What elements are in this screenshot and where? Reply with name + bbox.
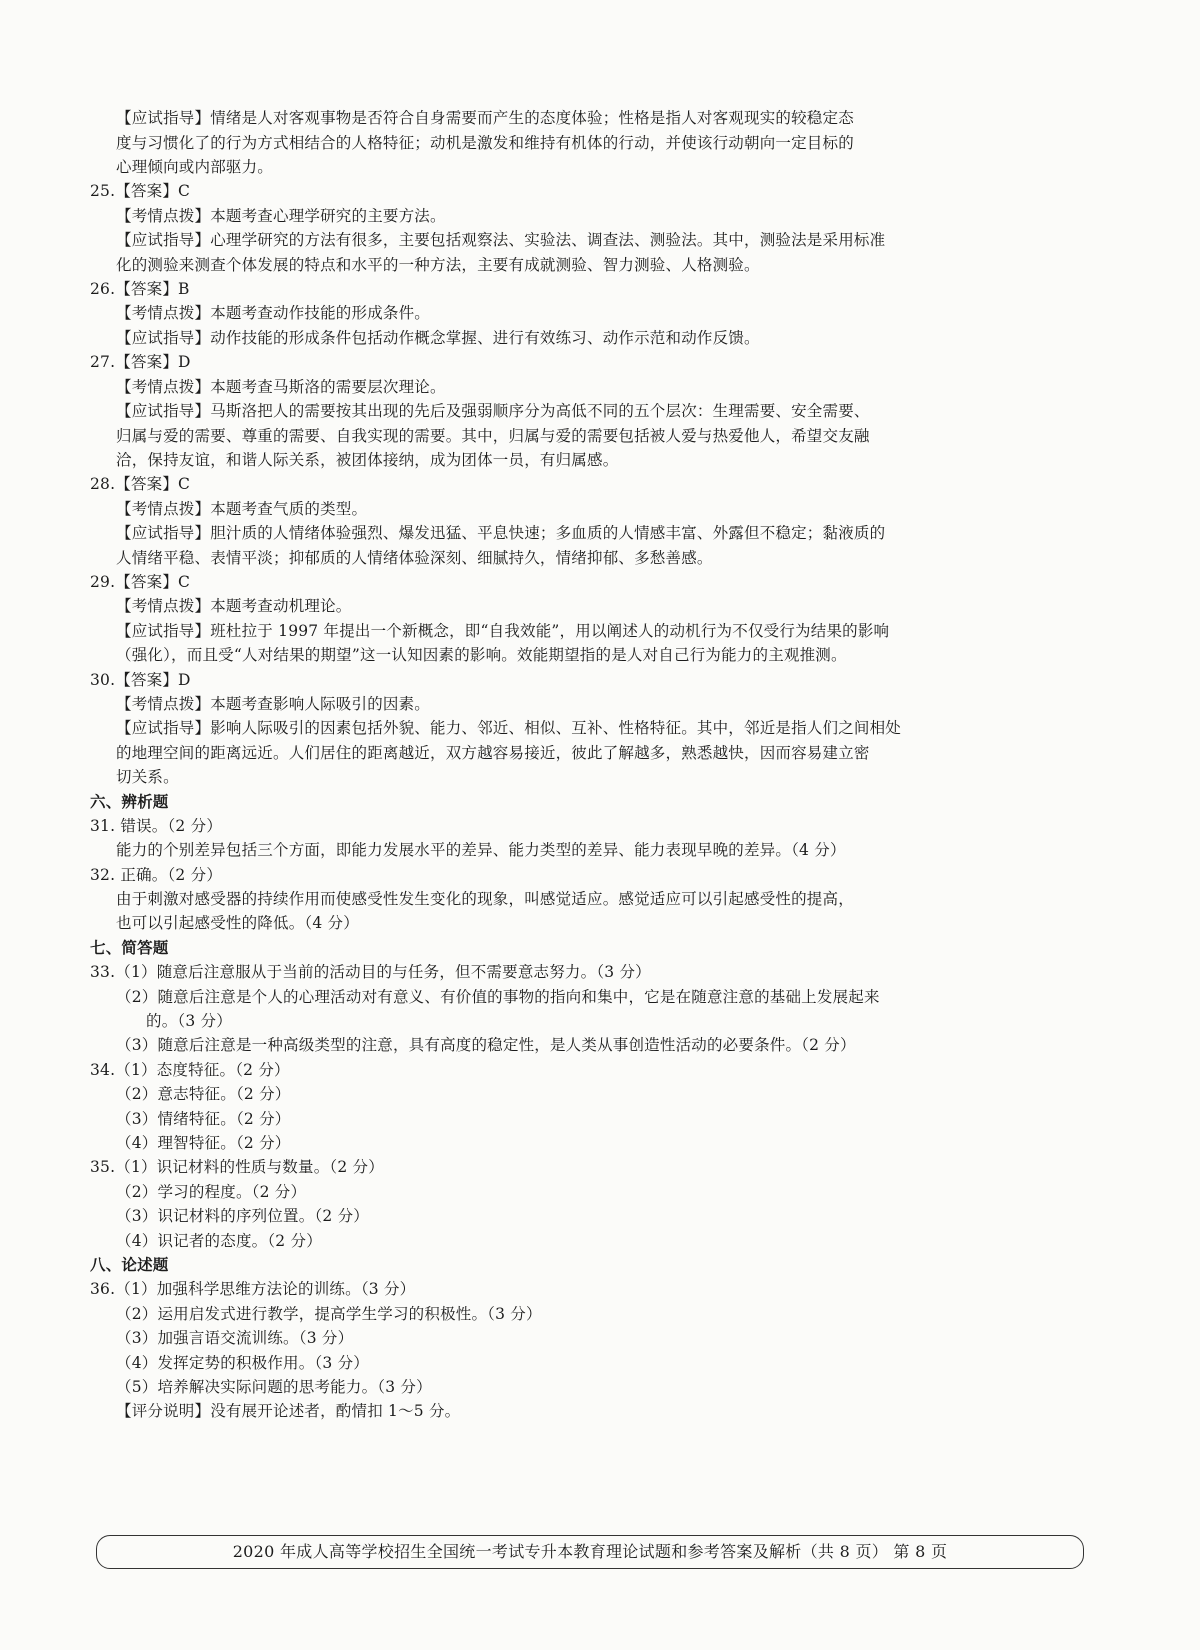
section-heading: 六、辨析题 — [90, 792, 169, 811]
text-line: 【考情点拨】本题考查心理学研究的主要方法。 — [116, 207, 446, 225]
text-line: 28.【答案】C — [90, 475, 191, 493]
text-line: （3）加强言语交流训练。（3 分） — [116, 1329, 354, 1347]
text-line: 【应试指导】情绪是人对客观事物是否符合自身需要而产生的态度体验；性格是指人对客观现实的较稳定态 — [116, 109, 854, 127]
text-line: 34.（1）态度特征。（2 分） — [90, 1061, 290, 1079]
text-line: 【应试指导】心理学研究的方法有很多，主要包括观察法、实验法、调查法、测验法。其中，测验法是采用标准 — [116, 231, 886, 249]
text-line: 由于刺激对感受器的持续作用而使感受性发生变化的现象，叫感觉适应。感觉适应可以引起感受性的提高， — [116, 890, 854, 908]
text-line: 26.【答案】B — [90, 280, 190, 298]
text-line: 35.（1）识记材料的性质与数量。（2 分） — [90, 1158, 384, 1176]
text-line: 切关系。 — [116, 768, 179, 786]
section-heading: 八、论述题 — [90, 1255, 169, 1274]
text-line: 心理倾向或内部驱力。 — [116, 158, 274, 176]
text-line: 也可以引起感受性的降低。（4 分） — [116, 914, 359, 932]
text-line: 【应试指导】班杜拉于 1997 年提出一个新概念，即“自我效能”，用以阐述人的动机行为不仅受行为结果的影响 — [116, 622, 890, 640]
text-line: 【应试指导】动作技能的形成条件包括动作概念掌握、进行有效练习、动作示范和动作反馈。 — [116, 329, 760, 347]
text-line: （2）学习的程度。（2 分） — [116, 1183, 307, 1201]
text-line: 25.【答案】C — [90, 182, 191, 200]
text-line: 的。（3 分） — [146, 1012, 232, 1030]
text-line: 29.【答案】C — [90, 573, 191, 591]
text-line: 31. 错误。（2 分） — [90, 817, 223, 835]
text-line: （2）随意后注意是个人的心理活动对有意义、有价值的事物的指向和集中，它是在随意注意的基础上发展起来 — [116, 988, 880, 1006]
text-line: （4）理智特征。（2 分） — [116, 1134, 291, 1152]
text-line: 【评分说明】没有展开论述者，酌情扣 1～5 分。 — [116, 1402, 461, 1420]
text-line: （5）培养解决实际问题的思考能力。（3 分） — [116, 1378, 432, 1396]
text-line: 【考情点拨】本题考查气质的类型。 — [116, 500, 368, 518]
text-line: （2）运用启发式进行教学，提高学生学习的积极性。（3 分） — [116, 1305, 542, 1323]
text-line: 化的测验来测查个体发展的特点和水平的一种方法，主要有成就测验、智力测验、人格测验。 — [116, 256, 760, 274]
text-line: （4）识记者的态度。（2 分） — [116, 1232, 322, 1250]
text-line: （4）发挥定势的积极作用。（3 分） — [116, 1354, 370, 1372]
text-line: 33.（1）随意后注意服从于当前的活动目的与任务，但不需要意志努力。（3 分） — [90, 963, 651, 981]
text-line: 归属与爱的需要、尊重的需要、自我实现的需要。其中，归属与爱的需要包括被人爱与热爱他人，希望交友融 — [116, 427, 870, 445]
text-line: 洽，保持友谊，和谐人际关系，被团体接纳，成为团体一员，有归属感。 — [116, 451, 619, 469]
text-line: 【应试指导】胆汁质的人情绪体验强烈、爆发迅猛、平息快速；多血质的人情感丰富、外露但不稳定；黏液质的 — [116, 524, 886, 542]
text-line: 32. 正确。（2 分） — [90, 866, 223, 884]
text-line: 27.【答案】D — [90, 353, 191, 371]
text-line: 30.【答案】D — [90, 671, 191, 689]
text-line: （强化），而且受“人对结果的期望”这一认知因素的影响。效能期望指的是人对自己行为能力的主观推测。 — [116, 646, 847, 664]
text-line: 度与习惯化了的行为方式相结合的人格特征；动机是激发和维持有机体的行动，并使该行动朝向一定目标的 — [116, 134, 854, 152]
text-line: （3）识记材料的序列位置。（2 分） — [116, 1207, 370, 1225]
text-line: 【应试指导】马斯洛把人的需要按其出现的先后及强弱顺序分为高低不同的五个层次：生理需要、安全需要、 — [116, 402, 870, 420]
text-line: 【考情点拨】本题考查动作技能的形成条件。 — [116, 304, 431, 322]
text-line: （3）情绪特征。（2 分） — [116, 1110, 291, 1128]
text-line: 【考情点拨】本题考查动机理论。 — [116, 597, 352, 615]
text-line: 【考情点拨】本题考查影响人际吸引的因素。 — [116, 695, 431, 713]
text-line: 能力的个别差异包括三个方面，即能力发展水平的差异、能力类型的差异、能力表现早晚的差异。（4 分） — [116, 841, 846, 859]
text-line: 【应试指导】影响人际吸引的因素包括外貌、能力、邻近、相似、互补、性格特征。其中，邻近是指人们之间相处 — [116, 719, 902, 737]
page-footer: 2020 年成人高等学校招生全国统一考试专升本教育理论试题和参考答案及解析（共 8 页） 第 8 页 — [232, 1542, 948, 1561]
text-line: 的地理空间的距离远近。人们居住的距离越近，双方越容易接近，彼此了解越多，熟悉越快，因而容易建立密 — [116, 744, 870, 762]
text-line: 人情绪平稳、表情平淡；抑郁质的人情绪体验深刻、细腻持久，情绪抑郁、多愁善感。 — [116, 549, 713, 567]
text-line: （2）意志特征。（2 分） — [116, 1085, 291, 1103]
text-line: 【考情点拨】本题考查马斯洛的需要层次理论。 — [116, 378, 446, 396]
text-line: （3）随意后注意是一种高级类型的注意，具有高度的稳定性，是人类从事创造性活动的必要条件。（2 分） — [116, 1036, 856, 1054]
section-heading: 七、简答题 — [90, 938, 169, 957]
text-line: 36.（1）加强科学思维方法论的训练。（3 分） — [90, 1280, 416, 1298]
